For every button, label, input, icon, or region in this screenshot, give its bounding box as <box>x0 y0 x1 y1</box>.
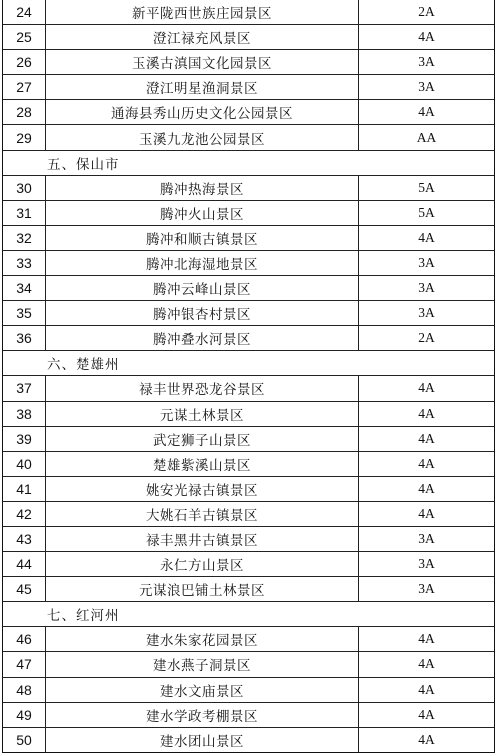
row-number: 36 <box>3 326 46 350</box>
row-number: 46 <box>3 627 46 651</box>
scenic-area-grade: 3A <box>418 556 435 572</box>
scenic-area-grade: 5A <box>418 204 435 220</box>
table-row <box>3 25 494 50</box>
scenic-area-grade: 4A <box>418 430 435 446</box>
row-number: 43 <box>3 527 46 551</box>
scenic-area-grade: 4A <box>418 706 435 722</box>
row-number: 30 <box>3 176 46 200</box>
section-header-row <box>3 351 494 376</box>
scenic-area-grade: 4A <box>418 505 435 521</box>
table-row <box>3 0 494 25</box>
scenic-area-name: 元谋浪巴铺土林景区 <box>46 577 359 601</box>
table-row <box>3 652 494 677</box>
row-number: 49 <box>3 703 46 727</box>
table-row <box>3 477 494 502</box>
table-row <box>3 552 494 577</box>
section-header-row <box>3 151 494 176</box>
scenic-area-grade: 4A <box>418 631 435 647</box>
scenic-area-grade: 3A <box>418 79 435 95</box>
scenic-area-name: 楚雄紫溪山景区 <box>46 452 359 476</box>
table-row <box>3 427 494 452</box>
table-row <box>3 201 494 226</box>
table-row <box>3 627 494 652</box>
table-row <box>3 176 494 201</box>
table-row <box>3 502 494 527</box>
row-number: 38 <box>3 402 46 426</box>
section-title: 七、红河州 <box>47 608 120 625</box>
table-row <box>3 326 494 351</box>
row-number: 29 <box>3 125 46 149</box>
scenic-area-grade: AA <box>416 129 437 145</box>
scenic-area-grade: 3A <box>418 531 435 547</box>
row-number: 47 <box>3 652 46 676</box>
row-number: 28 <box>3 100 46 124</box>
scenic-area-table <box>2 0 495 753</box>
section-header-row <box>3 602 494 627</box>
row-number: 39 <box>3 427 46 451</box>
row-number: 24 <box>3 0 46 24</box>
scenic-area-name: 建水文庙景区 <box>46 678 359 702</box>
scenic-area-name: 禄丰世界恐龙谷景区 <box>46 376 359 400</box>
row-number: 27 <box>3 75 46 99</box>
table-row <box>3 100 494 125</box>
scenic-area-name: 腾冲银杏村景区 <box>46 301 359 325</box>
table-row <box>3 376 494 401</box>
scenic-area-grade: 4A <box>418 480 435 496</box>
table-row <box>3 301 494 326</box>
scenic-area-grade: 4A <box>418 380 435 396</box>
table-row <box>3 251 494 276</box>
scenic-area-grade: 3A <box>418 254 435 270</box>
row-number: 48 <box>3 678 46 702</box>
scenic-area-name: 新平陇西世族庄园景区 <box>46 0 359 24</box>
row-number: 26 <box>3 50 46 74</box>
section-title: 五、保山市 <box>47 156 120 173</box>
row-number: 37 <box>3 376 46 400</box>
table-row <box>3 226 494 251</box>
section-title: 六、楚雄州 <box>47 357 120 374</box>
scenic-area-grade: 4A <box>418 104 435 120</box>
table-row <box>3 728 494 752</box>
table-row <box>3 125 494 150</box>
scenic-area-name: 腾冲云峰山景区 <box>46 276 359 300</box>
row-number: 33 <box>3 251 46 275</box>
scenic-area-grade: 5A <box>418 179 435 195</box>
scenic-area-grade: 3A <box>418 54 435 70</box>
scenic-area-name: 建水学政考棚景区 <box>46 703 359 727</box>
scenic-area-name: 腾冲热海景区 <box>46 176 359 200</box>
row-number: 25 <box>3 25 46 49</box>
scenic-area-grade: 4A <box>418 656 435 672</box>
table-row <box>3 276 494 301</box>
scenic-area-grade: 4A <box>418 229 435 245</box>
scenic-area-name: 武定狮子山景区 <box>46 427 359 451</box>
row-number: 42 <box>3 502 46 526</box>
scenic-area-grade: 4A <box>418 681 435 697</box>
scenic-area-grade: 2A <box>418 4 435 20</box>
scenic-area-name: 建水燕子洞景区 <box>46 652 359 676</box>
scenic-area-grade: 4A <box>418 29 435 45</box>
row-number: 50 <box>3 728 46 752</box>
row-number: 32 <box>3 226 46 250</box>
row-number: 41 <box>3 477 46 501</box>
scenic-area-name: 建水团山景区 <box>46 728 359 752</box>
scenic-area-name: 通海县秀山历史文化公园景区 <box>46 100 359 124</box>
scenic-area-name: 澄江明星渔洞景区 <box>46 75 359 99</box>
table-row <box>3 703 494 728</box>
table-row <box>3 402 494 427</box>
table-row <box>3 577 494 602</box>
scenic-area-grade: 4A <box>418 731 435 747</box>
scenic-area-name: 禄丰黑井古镇景区 <box>46 527 359 551</box>
scenic-area-name: 姚安光禄古镇景区 <box>46 477 359 501</box>
scenic-area-grade: 3A <box>418 581 435 597</box>
row-number: 31 <box>3 201 46 225</box>
row-number: 40 <box>3 452 46 476</box>
table-row <box>3 50 494 75</box>
row-number: 34 <box>3 276 46 300</box>
table-row <box>3 75 494 100</box>
table-row <box>3 452 494 477</box>
scenic-area-grade: 3A <box>418 280 435 296</box>
scenic-area-name: 腾冲火山景区 <box>46 201 359 225</box>
scenic-area-name: 建水朱家花园景区 <box>46 627 359 651</box>
scenic-area-name: 澄江禄充风景区 <box>46 25 359 49</box>
scenic-area-grade: 3A <box>418 305 435 321</box>
row-number: 44 <box>3 552 46 576</box>
scenic-area-name: 玉溪九龙池公园景区 <box>46 125 359 149</box>
row-number: 35 <box>3 301 46 325</box>
scenic-area-name: 腾冲北海湿地景区 <box>46 251 359 275</box>
scenic-area-grade: 2A <box>418 330 435 346</box>
table-row <box>3 678 494 703</box>
table-row <box>3 527 494 552</box>
scenic-area-name: 元谋土林景区 <box>46 402 359 426</box>
scenic-area-name: 玉溪古滇国文化园景区 <box>46 50 359 74</box>
scenic-area-name: 腾冲和顺古镇景区 <box>46 226 359 250</box>
scenic-area-name: 腾冲叠水河景区 <box>46 326 359 350</box>
scenic-area-grade: 4A <box>418 455 435 471</box>
scenic-area-name: 永仁方山景区 <box>46 552 359 576</box>
scenic-area-name: 大姚石羊古镇景区 <box>46 502 359 526</box>
row-number: 45 <box>3 577 46 601</box>
scenic-area-grade: 4A <box>418 405 435 421</box>
